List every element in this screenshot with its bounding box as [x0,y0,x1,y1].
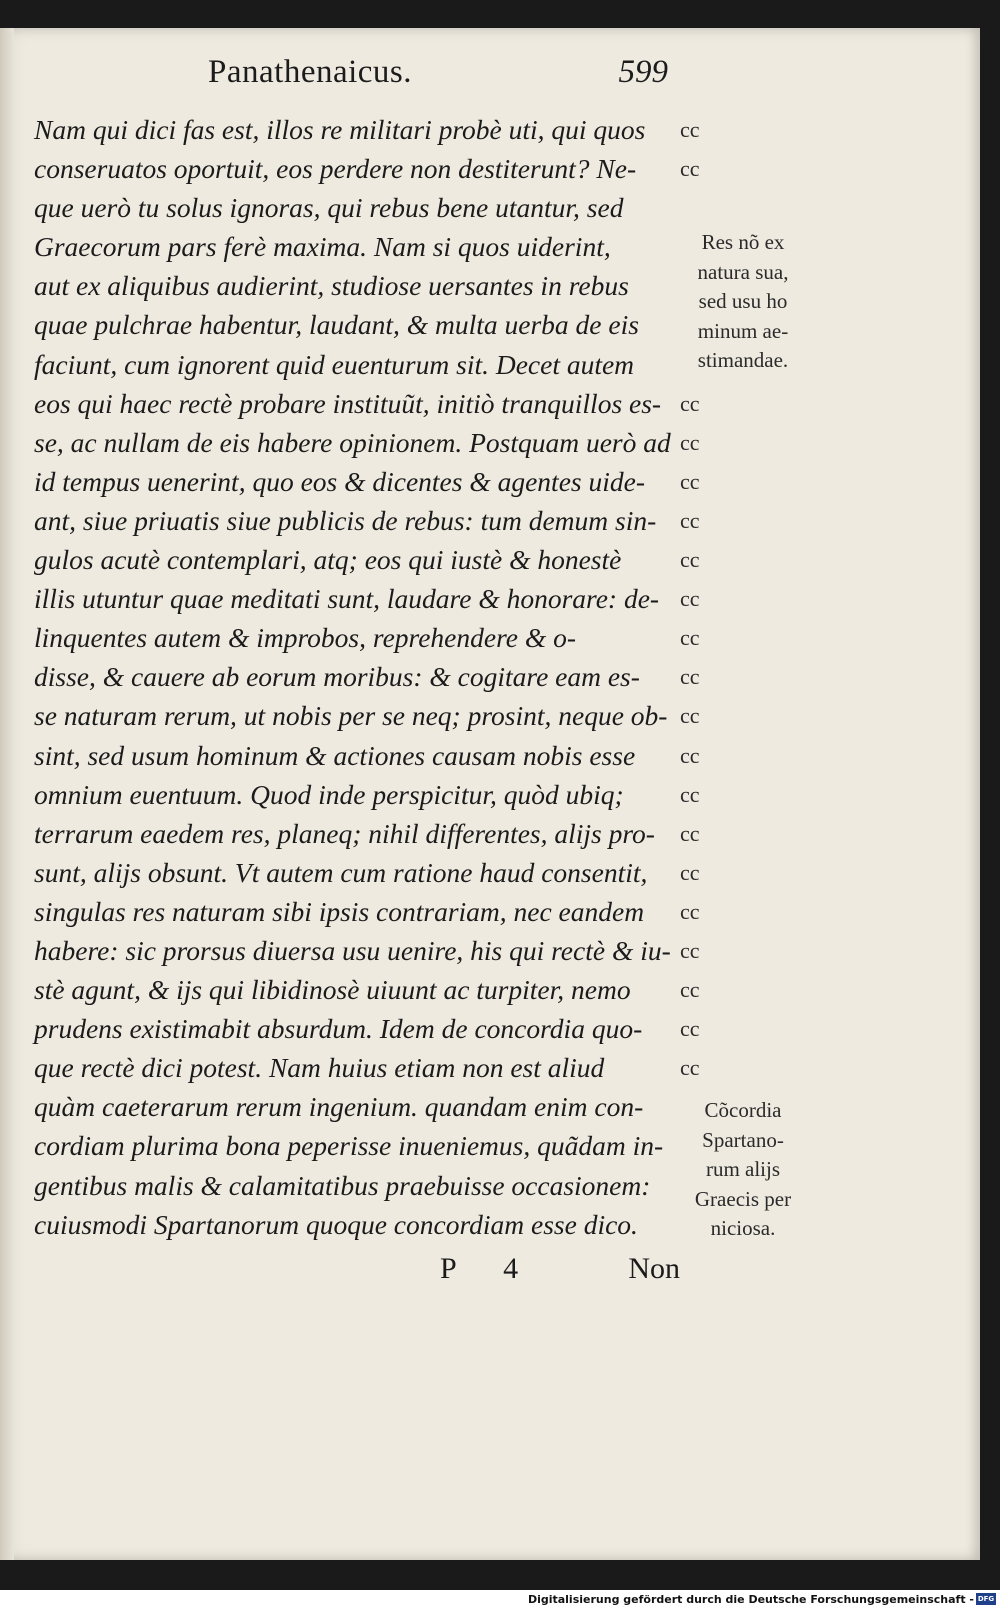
quotation-mark: cc [680,507,700,533]
marginal-note-line: rum alijs [705,1157,781,1181]
quotation-mark: cc [680,703,700,729]
marginal-note-line: Cõcordia [704,1098,782,1122]
marginal-note-line: niciosa. [710,1216,776,1240]
text-line: Graecorum pars ferè maxima. Nam si quos uiderint, [34,231,611,263]
text-line: se naturam rerum, ut nobis per se neq; prosint, neque ob- [34,700,668,732]
catchline [440,1252,680,1292]
footer-credit: Digitalisierung gefördert durch die Deutsche Forschungsgemeinschaft - [527,1593,974,1606]
text-line: quàm caeterarum rerum ingenium. quandam enim con- [34,1091,644,1123]
text-line: ant, siue priuatis siue publicis de rebus: tum demum sin- [34,504,657,536]
signature-mark: P 4 [440,1252,539,1285]
marginal-note-line: Res nõ ex [701,230,785,254]
marginal-note-line: minum ae- [697,318,789,343]
quotation-mark: cc [680,468,700,494]
text-line: cuiusmodi Spartanorum quoque concordiam esse dico. [34,1208,638,1240]
body-text [34,110,674,1244]
digitization-footer [0,1590,1000,1609]
text-line: conseruatos oportuit, eos perdere non destiterunt? Ne- [34,153,637,185]
text-line: Nam qui dici fas est, illos re militari probè uti, qui quos [34,114,646,145]
quotation-mark: cc [680,781,700,807]
text-line: prudens existimabit absurdum. Idem de concordia quo- [34,1013,643,1045]
catchword: Non [628,1252,680,1285]
text-line: habere: sic prorsus diuersa usu uenire, his qui rectè & iu- [34,934,671,966]
dfg-logo: DFG [977,1595,995,1603]
quotation-mark: cc [680,977,700,1003]
text-line: singulas res naturam sibi ipsis contrariam, nec eandem [34,895,645,927]
quotation-mark: cc [680,586,700,612]
text-line: terrarum eaedem res, planeq; nihil differentes, alijs pro- [34,817,655,849]
text-line: disse, & cauere ab eorum moribus: & cogitare eam es- [34,661,640,693]
running-head-title: Panathenaicus. [208,54,413,90]
quotation-mark: cc [680,547,700,573]
quotation-mark: cc [680,1016,700,1042]
quotation-mark: cc [680,625,700,651]
marginal-note-line: natura sua, [697,259,789,284]
marginal-note-line: Graecis per [694,1186,792,1211]
quotation-mark: cc [680,429,700,455]
text-line: linquentes autem & improbos, reprehendere & o- [34,622,577,654]
text-line: sint, sed usum hominum & actiones causam nobis esse [34,739,636,771]
quotation-mark: cc [680,1055,700,1081]
text-line: se, ac nullam de eis habere opinionem. Postquam uerò ad [34,426,671,458]
marginal-note-line: stimandae. [697,348,789,372]
marginal-note-line: Spartano- [702,1127,784,1152]
marginal-note-1 [678,228,808,376]
text-line: sunt, alijs obsunt. Vt autem cum ratione haud consentit, [34,856,648,888]
quotation-mark: cc [680,664,700,690]
quotation-mark: cc [680,156,700,182]
quotation-mark: cc [680,898,700,924]
text-line: faciunt, cum ignorent quid euenturum sit. Decet autem [34,348,635,380]
text-line: illis utuntur quae meditati sunt, laudare & honorare: de- [34,583,660,615]
quotation-mark: cc [680,117,700,142]
text-line: stè agunt, & ijs qui libidinosè uiuunt ac turpiter, nemo [34,974,631,1006]
quotation-mark [680,188,710,227]
text-line: gulos acutè contemplari, atq; eos qui iustè & honestè [34,544,622,576]
text-line: id tempus uenerint, quo eos & dicentes & agentes uide- [34,465,645,497]
marginal-note-2 [678,1096,808,1244]
page-edge-shadow [0,28,14,1560]
running-head [208,54,668,104]
text-line: gentibus malis & calamitatibus praebuisse occasionem: [34,1169,651,1201]
text-line: eos qui haec rectè probare instituũt, initiò tranquillos es- [34,387,662,419]
quotation-mark: cc [680,937,700,963]
quotation-mark: cc [680,742,700,768]
text-line: aut ex aliquibus audierint, studiose uersantes in rebus [34,270,629,302]
text-line: cordiam plurima bona peperisse inueniemus, quãdam in- [34,1130,664,1162]
text-line: que uerò tu solus ignoras, qui rebus bene utantur, sed [34,192,624,224]
quotation-mark: cc [680,820,700,846]
quotation-mark: cc [680,859,700,885]
text-line: quae pulchrae habentur, laudant, & multa uerba de eis [34,309,639,341]
text-line: que rectè dici potest. Nam huius etiam non est aliud [34,1052,605,1084]
marginal-note-line: sed usu ho [698,289,788,313]
quotation-mark: cc [680,390,700,416]
text-line: omnium euentuum. Quod inde perspicitur, quòd ubiq; [34,778,624,810]
page-number: 599 [618,54,668,90]
